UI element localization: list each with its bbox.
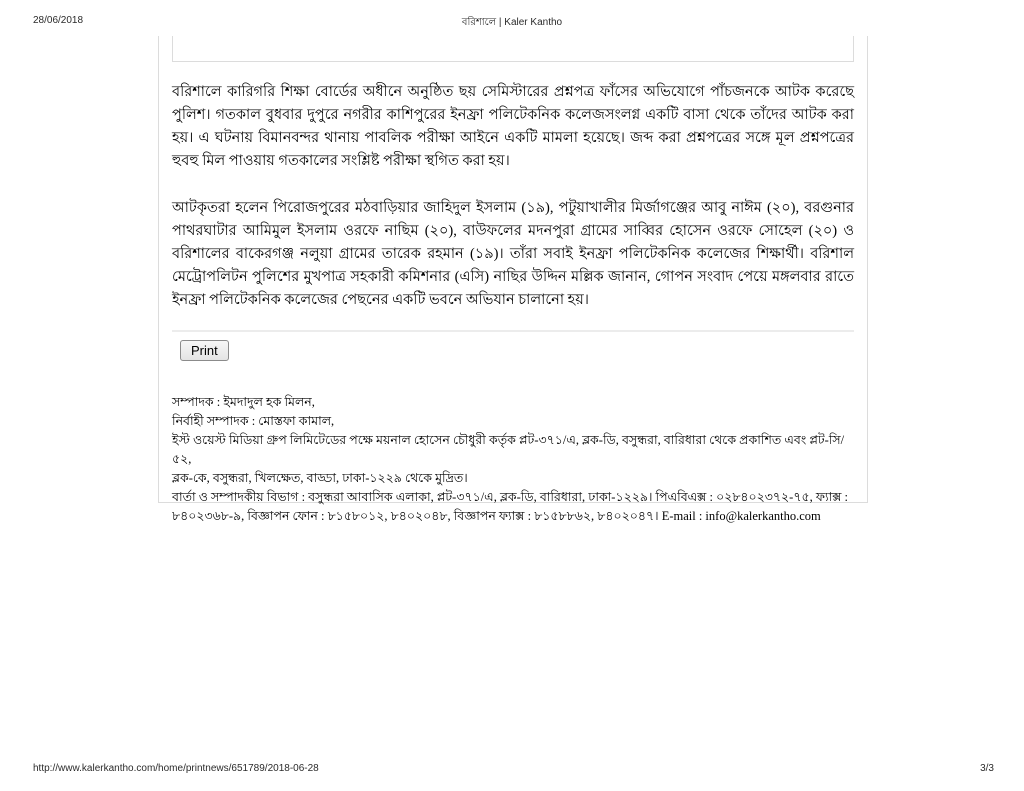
print-button[interactable]: Print — [180, 340, 229, 361]
image-placeholder — [172, 36, 854, 62]
publisher-line-printed-at: ব্লক-কে, বসুন্ধরা, খিলক্ষেত, বাড্ডা, ঢাকা-১২২৯ থেকে মুদ্রিত। — [172, 471, 468, 485]
publisher-line-contact-email: ৮৪০২৩৬৮-৯, বিজ্ঞাপন ফোন : ৮১৫৮০১২, ৮৪০২০৪৮, বিজ্ঞাপন ফ্যাক্স : ৮১৫৮৮৬২, ৮৪০২০৪৭। E-mail : info@kalerkantho.com — [172, 509, 821, 523]
page-number: 3/3 — [980, 763, 994, 774]
publisher-line-published-by: ইস্ট ওয়েস্ট মিডিয়া গ্রুপ লিমিটেডের পক্ষে ময়নাল হোসেন চৌধুরী কর্তৃক প্লট-৩৭১/এ, ব্লক-ডি, বসুন্ধরা, বারিধারা থেকে প্রকাশিত এবং প্লট-সি/৫২, — [172, 433, 845, 466]
publisher-line-office-address: বার্তা ও সম্পাদকীয় বিভাগ : বসুন্ধরা আবাসিক এলাকা, প্লট-৩৭১/এ, ব্লক-ডি, বারিধারা, ঢাকা-১২২৯। পিএবিএক্স : ০২৮৪০২৩৭২-৭৫, ফ্যাক্স : — [172, 490, 848, 504]
article-paragraph-1: বরিশালে কারিগরি শিক্ষা বোর্ডের অধীনে অনুষ্ঠিত ছয় সেমিস্টারের প্রশ্নপত্র ফাঁসের অভিযোগে পাঁচজনকে আটক করেছে পুলিশ। গতকাল বুধবার দুপুরে নগরীর কাশিপুরের ইনফ্রা পলিটেকনিক কলেজসংলগ্ন একটি বাসা থেকে তাঁদের আটক করা হয়। এ ঘটনায় বিমানবন্দর থানায় পাবলিক পরীক্ষা আইনে একটি মামলা হয়েছে। জব্দ করা প্রশ্নপত্রের সঙ্গে মূল প্রশ্নপত্রের হুবহু মিল পাওয়ায় গতকালের সংশ্লিষ্ট পরীক্ষা স্থগিত করা হয়। — [172, 84, 854, 169]
article-frame — [158, 36, 868, 523]
article-paragraph-2: আটকৃতরা হলেন পিরোজপুরের মঠবাড়িয়ার জাহিদুল ইসলাম (১৯), পটুয়াখালীর মির্জাগঞ্জের আবু নাঈম (২০), বরগুনার পাথরঘাটার আমিমুল ইসলাম ওরফে নাছিম (২০), বাউফলের মদনপুরা গ্রামের সাব্বির হোসেন ওরফে সোহেল (২০) ও বরিশালের বাকেরগঞ্জ নলুয়া গ্রামের তারেক রহমান (১৯)। তাঁরা সবাই ইনফ্রা পলিটেকনিক কলেজের শিক্ষার্থী। বরিশাল মেট্রোপলিটন পুলিশের মুখপাত্র সহকারী কমিশনার (এসি) নাছির উদ্দিন মল্লিক জানান, গোপন সংবাদ পেয়ে মঙ্গলবার রাতে ইনফ্রা পলিটেকনিক কলেজের পেছনের একটি ভবনে অভিযান চালানো হয়। — [172, 200, 854, 308]
publisher-line-executive-editor: নির্বাহী সম্পাদক : মোস্তফা কামাল, — [172, 414, 335, 428]
content-divider — [172, 330, 854, 332]
print-header-date: 28/06/2018 — [33, 15, 84, 26]
publisher-info — [172, 393, 854, 526]
publisher-line-editor: সম্পাদক : ইমদাদুল হক মিলন, — [172, 395, 315, 409]
print-header-title: বরিশালে | Kaler Kantho — [461, 17, 563, 28]
footer-url: http://www.kalerkantho.com/home/printnews/651789/2018-06-28 — [33, 763, 319, 774]
